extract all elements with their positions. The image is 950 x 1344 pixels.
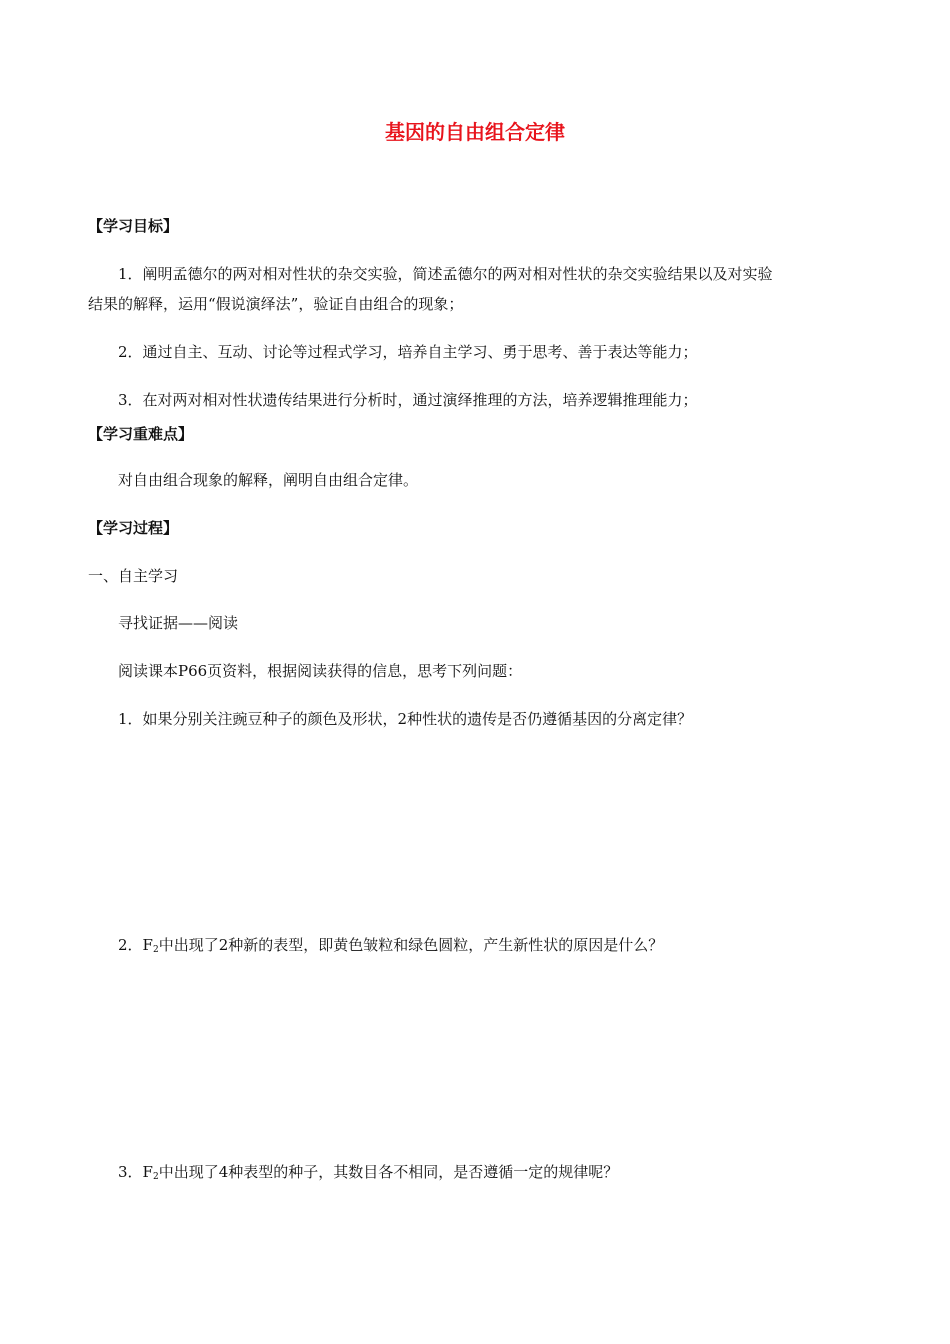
process-heading: 【学习过程】 bbox=[88, 519, 179, 537]
subsection-find-evidence: 寻找证据——阅读 bbox=[118, 614, 239, 632]
question-3-prefix: 3．F bbox=[118, 1163, 153, 1181]
question-1: 1．如果分别关注豌豆种子的颜色及形状，2种性状的遗传是否仍遵循基因的分离定律？ bbox=[118, 710, 693, 728]
objective-item-1-line-1: 1．阐明孟德尔的两对相对性状的杂交实验，简述孟德尔的两对相对性状的杂交实验结果以及对实验 bbox=[118, 265, 773, 283]
question-3-subscript: 2 bbox=[152, 1172, 159, 1182]
question-2-text: 中出现了2种新的表型，即黄色皱粒和绿色圆粒，产生新性状的原因是什么？ bbox=[158, 936, 664, 954]
question-2-prefix: 2．F bbox=[118, 936, 153, 954]
question-2-subscript: 2 bbox=[152, 945, 159, 955]
document-title: 基因的自由组合定律 bbox=[385, 120, 565, 144]
question-3 bbox=[118, 1162, 618, 1182]
reading-instruction: 阅读课本P66页资料，根据阅读获得的信息，思考下列问题： bbox=[118, 662, 523, 680]
objective-item-1-line-2: 结果的解释，运用“假说演绎法”，验证自由组合的现象； bbox=[88, 295, 464, 313]
key-points-text: 对自由组合现象的解释，阐明自由组合定律。 bbox=[118, 471, 419, 489]
key-points-heading: 【学习重难点】 bbox=[88, 425, 194, 443]
objective-item-2: 2．通过自主、互动、讨论等过程式学习，培养自主学习、勇于思考、善于表达等能力； bbox=[118, 343, 698, 361]
objectives-heading: 【学习目标】 bbox=[88, 217, 179, 235]
question-3-text: 中出现了4种表型的种子，其数目各不相同，是否遵循一定的规律呢？ bbox=[158, 1163, 619, 1181]
objective-item-3: 3．在对两对相对性状遗传结果进行分析时，通过演绎推理的方法，培养逻辑推理能力； bbox=[118, 391, 698, 409]
question-2 bbox=[118, 935, 663, 955]
section-self-study: 一、自主学习 bbox=[88, 567, 179, 585]
